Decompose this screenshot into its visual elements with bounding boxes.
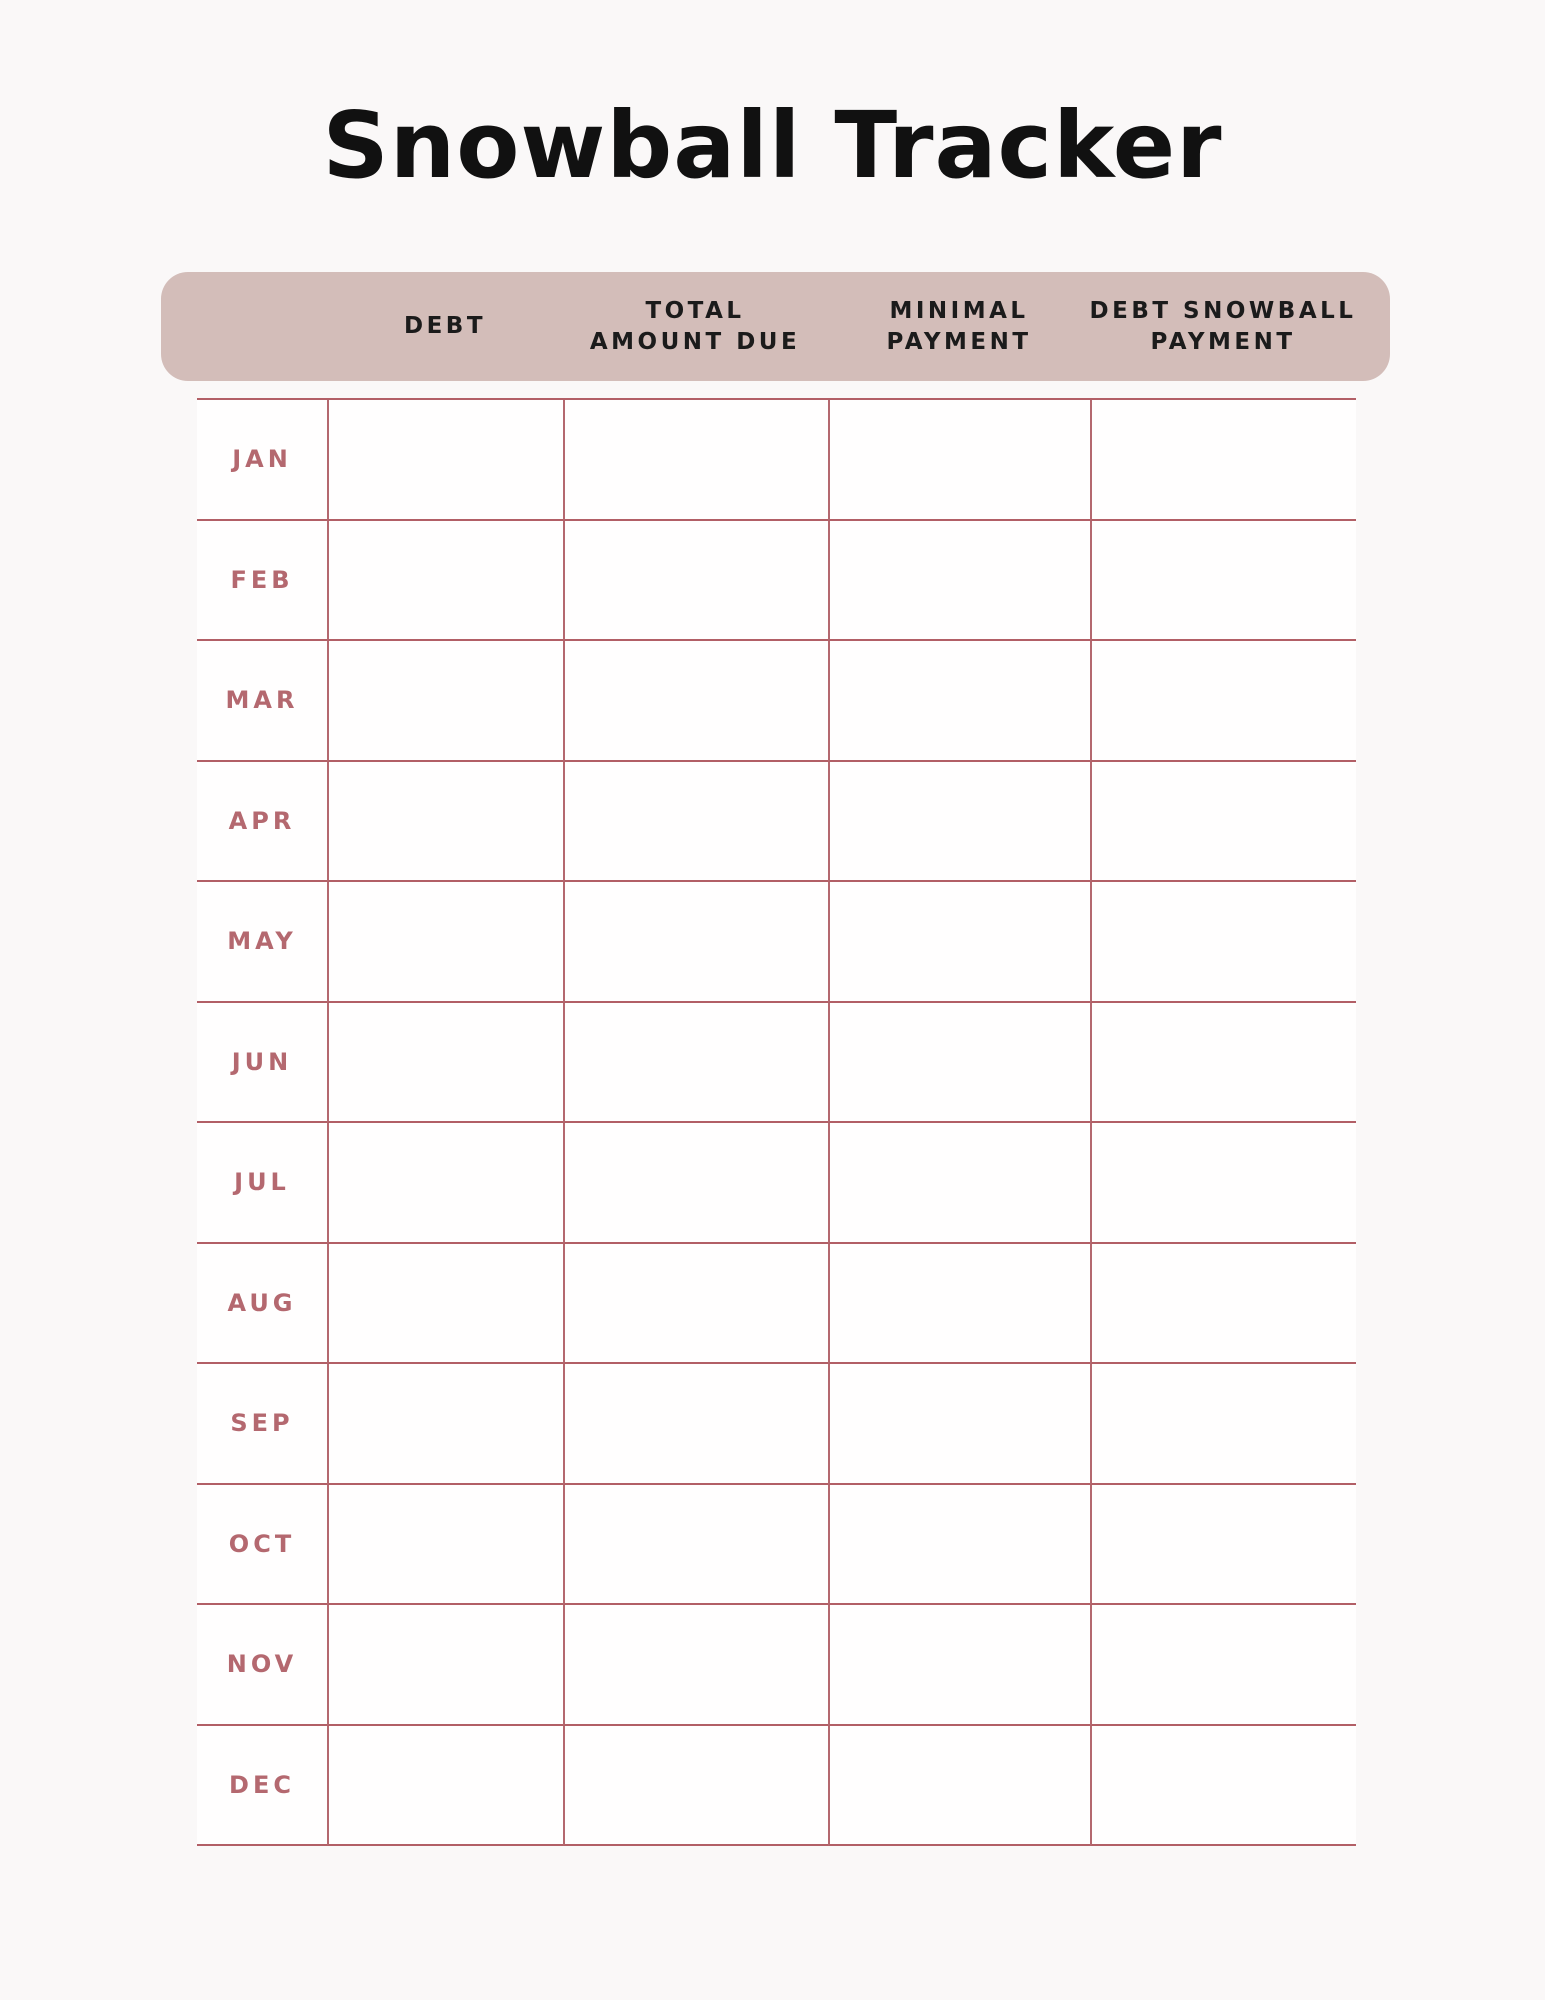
cell-aug-debt-snowball-payment[interactable]	[1090, 1244, 1356, 1365]
month-label-dec: DEC	[197, 1726, 327, 1847]
cell-apr-total-amount-due[interactable]	[563, 762, 828, 883]
cell-nov-total-amount-due[interactable]	[563, 1605, 828, 1726]
column-header-line: DEBT SNOWBALL	[1089, 297, 1357, 324]
month-label-jun: JUN	[197, 1003, 327, 1124]
cell-apr-debt[interactable]	[327, 762, 563, 883]
cell-jul-debt[interactable]	[327, 1123, 563, 1244]
cell-mar-minimal-payment[interactable]	[828, 641, 1090, 762]
table-header-band	[161, 272, 1390, 381]
cell-oct-debt-snowball-payment[interactable]	[1090, 1485, 1356, 1606]
cell-apr-minimal-payment[interactable]	[828, 762, 1090, 883]
cell-feb-debt-snowball-payment[interactable]	[1090, 521, 1356, 642]
month-label-may: MAY	[197, 882, 327, 1003]
cell-may-debt-snowball-payment[interactable]	[1090, 882, 1356, 1003]
cell-dec-total-amount-due[interactable]	[563, 1726, 828, 1847]
cell-jul-debt-snowball-payment[interactable]	[1090, 1123, 1356, 1244]
cell-jan-debt-snowball-payment[interactable]	[1090, 400, 1356, 521]
cell-nov-minimal-payment[interactable]	[828, 1605, 1090, 1726]
cell-aug-total-amount-due[interactable]	[563, 1244, 828, 1365]
cell-jul-minimal-payment[interactable]	[828, 1123, 1090, 1244]
cell-dec-debt[interactable]	[327, 1726, 563, 1847]
cell-may-minimal-payment[interactable]	[828, 882, 1090, 1003]
cell-jun-minimal-payment[interactable]	[828, 1003, 1090, 1124]
month-label-jul: JUL	[197, 1123, 327, 1244]
month-label-mar: MAR	[197, 641, 327, 762]
month-label-sep: SEP	[197, 1364, 327, 1485]
cell-jun-total-amount-due[interactable]	[563, 1003, 828, 1124]
cell-dec-minimal-payment[interactable]	[828, 1726, 1090, 1847]
month-label-apr: APR	[197, 762, 327, 883]
cell-may-debt[interactable]	[327, 882, 563, 1003]
cell-oct-debt[interactable]	[327, 1485, 563, 1606]
cell-jan-total-amount-due[interactable]	[563, 400, 828, 521]
column-header-line: PAYMENT	[886, 328, 1032, 355]
tracker-table	[197, 398, 1356, 1846]
month-label-feb: FEB	[197, 521, 327, 642]
month-label-oct: OCT	[197, 1485, 327, 1606]
cell-nov-debt[interactable]	[327, 1605, 563, 1726]
cell-dec-debt-snowball-payment[interactable]	[1090, 1726, 1356, 1847]
column-header-line: TOTAL	[645, 297, 745, 324]
cell-jul-total-amount-due[interactable]	[563, 1123, 828, 1244]
column-header-line: PAYMENT	[1150, 328, 1296, 355]
page-title: Snowball Tracker	[322, 92, 1223, 199]
column-header-debt-snowball-payment	[1083, 272, 1363, 381]
cell-feb-total-amount-due[interactable]	[563, 521, 828, 642]
cell-jun-debt-snowball-payment[interactable]	[1090, 1003, 1356, 1124]
cell-oct-total-amount-due[interactable]	[563, 1485, 828, 1606]
cell-jan-debt[interactable]	[327, 400, 563, 521]
cell-sep-minimal-payment[interactable]	[828, 1364, 1090, 1485]
cell-mar-debt[interactable]	[327, 641, 563, 762]
column-header-line: DEBT	[403, 313, 487, 339]
column-header-total-amount-due	[555, 272, 835, 381]
cell-mar-debt-snowball-payment[interactable]	[1090, 641, 1356, 762]
cell-aug-minimal-payment[interactable]	[828, 1244, 1090, 1365]
cell-mar-total-amount-due[interactable]	[563, 641, 828, 762]
cell-may-total-amount-due[interactable]	[563, 882, 828, 1003]
cell-apr-debt-snowball-payment[interactable]	[1090, 762, 1356, 883]
month-label-aug: AUG	[197, 1244, 327, 1365]
cell-jun-debt[interactable]	[327, 1003, 563, 1124]
column-header-line: AMOUNT DUE	[589, 328, 801, 355]
cell-jan-minimal-payment[interactable]	[828, 400, 1090, 521]
cell-sep-debt-snowball-payment[interactable]	[1090, 1364, 1356, 1485]
cell-feb-debt[interactable]	[327, 521, 563, 642]
month-label-nov: NOV	[197, 1605, 327, 1726]
cell-feb-minimal-payment[interactable]	[828, 521, 1090, 642]
column-header-line: MINIMAL	[889, 297, 1029, 324]
month-label-jan: JAN	[197, 400, 327, 521]
column-header-debt	[305, 272, 585, 381]
cell-sep-total-amount-due[interactable]	[563, 1364, 828, 1485]
cell-aug-debt[interactable]	[327, 1244, 563, 1365]
cell-oct-minimal-payment[interactable]	[828, 1485, 1090, 1606]
cell-sep-debt[interactable]	[327, 1364, 563, 1485]
cell-nov-debt-snowball-payment[interactable]	[1090, 1605, 1356, 1726]
column-header-minimal-payment	[819, 272, 1099, 381]
